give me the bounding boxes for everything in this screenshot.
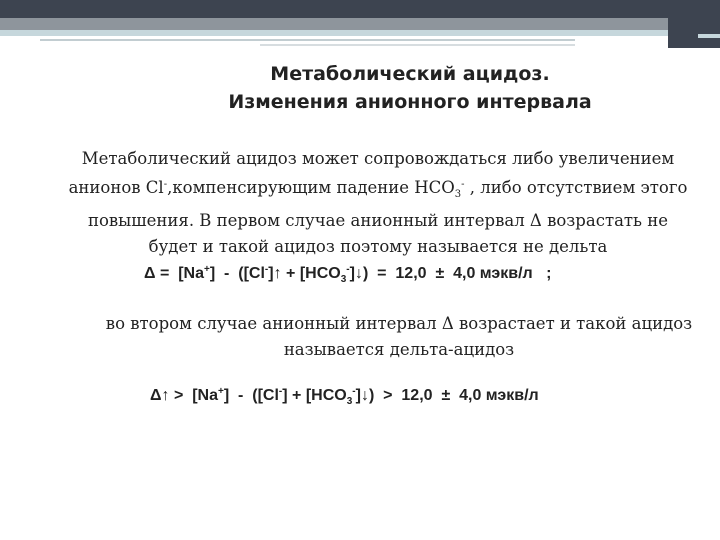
superscript: - (461, 179, 465, 190)
subscript: 3 (346, 396, 353, 407)
header-dark-bar (0, 0, 720, 18)
formula-term: ] (349, 265, 355, 282)
superscript: + (203, 264, 210, 275)
formula-term: ] (223, 387, 230, 404)
plus-sign: + (286, 265, 296, 282)
text-run: анионов Cl (68, 178, 164, 197)
formula-term: [Na (192, 387, 218, 404)
formula-term: [HCO (305, 387, 347, 404)
text-run: , либо отсутствием этого (464, 178, 688, 197)
header-rule-2 (260, 44, 575, 46)
formula-term: ] (268, 265, 274, 282)
superscript: + (217, 386, 224, 397)
down-arrow-icon: ↓ (354, 265, 363, 282)
delta-symbol: Δ (144, 265, 156, 282)
formula-delta-acidosis (150, 386, 539, 407)
formula-term: ] (282, 387, 288, 404)
plus-sign: + (292, 387, 302, 404)
semicolon: ; (546, 265, 552, 282)
superscript: - (346, 264, 350, 275)
minus-sign: - (238, 387, 244, 404)
up-arrow-icon: ↑ (161, 387, 170, 404)
formula-term: ] (355, 387, 361, 404)
text-run: ,компенсирующим падение HCO (167, 178, 455, 197)
header-rule-right (698, 34, 720, 38)
paragraph-line: повышения. В первом случае анионный интервал Δ возрастать не (87, 211, 669, 230)
subscript: 3 (340, 274, 347, 285)
header-dark-corner (668, 0, 720, 48)
slide-title (130, 60, 690, 116)
paragraph-second-case (78, 311, 720, 363)
formula-term: ] (209, 265, 216, 282)
formula-normal-anion-gap (144, 264, 551, 285)
superscript: - (163, 179, 168, 190)
delta-symbol: Δ (150, 387, 162, 404)
up-arrow-icon: ↑ (273, 265, 282, 282)
paragraph-line: во втором случае анионный интервал Δ возрастает и такой ацидоз (105, 314, 693, 333)
paragraph-line: будет и такой ацидоз поэтому называется не дельта (148, 237, 608, 256)
formula-value: 12,0 (395, 265, 427, 282)
paragraph-first-case (36, 146, 720, 260)
subscript: 3 (454, 189, 462, 200)
minus-sign: - (224, 265, 230, 282)
superscript: - (264, 264, 269, 275)
formula-term: ) (362, 265, 369, 282)
paragraph-line: называется дельта-ацидоз (283, 340, 515, 359)
header-accent-bar (0, 30, 668, 36)
paragraph-line (36, 172, 720, 208)
formula-term: [HCO (299, 265, 341, 282)
slide-title-line-2: Изменения анионного интервала (228, 91, 592, 113)
plus-minus-sign: ± (441, 387, 451, 404)
plus-minus-sign: ± (435, 265, 445, 282)
formula-value: 4,0 мэкв/л (453, 265, 533, 282)
superscript: - (278, 386, 283, 397)
down-arrow-icon: ↓ (360, 387, 369, 404)
superscript: - (352, 386, 356, 397)
formula-term: ([Cl (252, 387, 279, 404)
formula-term: ([Cl (238, 265, 265, 282)
formula-value: 12,0 (401, 387, 433, 404)
equals-sign: = (159, 265, 170, 282)
header-rule-1 (40, 39, 575, 41)
paragraph-line: Метаболический ацидоз может сопровождаться либо увеличением (81, 149, 675, 168)
formula-value: 4,0 мэкв/л (459, 387, 539, 404)
formula-term: ) (368, 387, 375, 404)
greater-than-sign: > (173, 387, 184, 404)
equals-sign: = (377, 265, 387, 282)
formula-term: [Na (178, 265, 204, 282)
greater-than-sign: > (383, 387, 393, 404)
slide-title-line-1: Метаболический ацидоз. (270, 63, 550, 85)
